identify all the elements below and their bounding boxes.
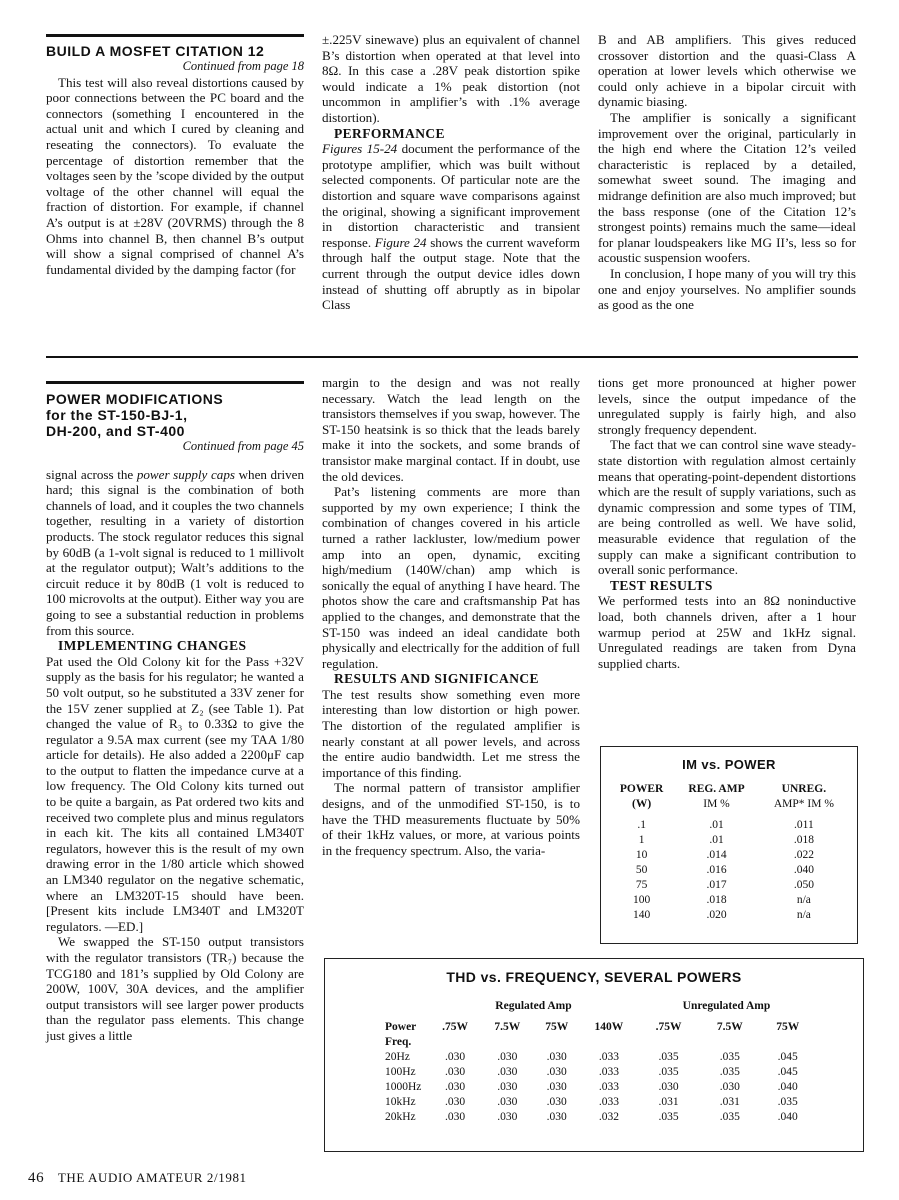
- table-row: [609, 833, 849, 848]
- table-cell: .040: [777, 1111, 798, 1123]
- column-header: (W): [632, 798, 652, 810]
- article1-paragraph: In conclusion, I hope many of you will try this one and enjoy yourselves. No amplifier sounds as good as the one: [598, 265, 856, 313]
- section-divider: [46, 356, 858, 358]
- power-column-header: 7.5W: [716, 1021, 743, 1033]
- power-column-header: 140W: [594, 1021, 624, 1033]
- table-cell: .030: [546, 1111, 567, 1123]
- table-cell: .045: [777, 1051, 798, 1063]
- table-cell: .030: [719, 1081, 740, 1093]
- table-cell: .01: [709, 819, 724, 831]
- table-cell: 140: [633, 909, 651, 921]
- table-cell: .035: [719, 1111, 740, 1123]
- publication-name: THE AUDIO AMATEUR 2/1981: [57, 1170, 247, 1185]
- article2-column-2: [322, 375, 580, 858]
- article2-subtitle: DH-200, and ST-400: [46, 423, 185, 439]
- table-cell: .035: [719, 1066, 740, 1078]
- article2-title: POWER MODIFICATIONS: [46, 391, 224, 407]
- table-row: [385, 1095, 815, 1110]
- table-cell: .030: [546, 1066, 567, 1078]
- column-header: IM %: [703, 798, 730, 810]
- table-cell: .018: [793, 834, 814, 846]
- table-cell: .033: [598, 1081, 619, 1093]
- table-cell: .030: [445, 1051, 466, 1063]
- table-cell: .030: [445, 1111, 466, 1123]
- text-run: signal across the: [46, 466, 137, 482]
- article2-paragraph: The normal pattern of transistor amplifier designs, and of the unmodified ST-150, is to have the THD measurements fluctuate by 50% of their 1kHz values, or more, at various points in the frequency spectrum. Also, the varia-: [322, 780, 580, 858]
- table-row: [385, 1050, 815, 1065]
- group-header-unregulated: Unregulated Amp: [682, 1000, 771, 1012]
- table-cell: 50: [635, 864, 648, 876]
- table-row: [385, 1110, 815, 1125]
- frequency-cell: 10kHz: [385, 1096, 416, 1108]
- section-heading-results: RESULTS AND SIGNIFICANCE: [334, 671, 539, 687]
- table-cell: 75: [635, 879, 648, 891]
- table-cell: .050: [793, 879, 814, 891]
- table-cell: .031: [658, 1096, 679, 1108]
- article2-column-3: [598, 375, 856, 671]
- column-header: UNREG.: [781, 783, 827, 795]
- table-cell: n/a: [796, 909, 811, 921]
- table-header-row: [609, 782, 849, 797]
- text-run: shows the current waveform through half the output stage. Note that the current through the output device idles down instead of shutting off abruptly as in bipolar Class: [322, 234, 580, 313]
- power-column-header: 75W: [545, 1021, 569, 1033]
- table-cell: .030: [546, 1051, 567, 1063]
- table-cell: .030: [497, 1111, 518, 1123]
- empty-header: [429, 1035, 815, 1050]
- article1-title-rule: [46, 34, 304, 37]
- power-column-header: 75W: [776, 1021, 800, 1033]
- table-cell: .018: [706, 894, 727, 906]
- table-cell: .032: [598, 1111, 619, 1123]
- table-cell: .035: [658, 1066, 679, 1078]
- table-cell: .030: [445, 1096, 466, 1108]
- table-cell: .020: [706, 909, 727, 921]
- table-cell: 10: [635, 849, 648, 861]
- table-cell: 100: [633, 894, 651, 906]
- table-header-row: [385, 1014, 815, 1035]
- table-cell: .030: [658, 1081, 679, 1093]
- column-header: POWER: [619, 783, 664, 795]
- table-row: [609, 893, 849, 908]
- table-cell: .033: [598, 1051, 619, 1063]
- table-cell: .030: [497, 1066, 518, 1078]
- table-group-row: [385, 999, 815, 1014]
- thd-table-title: THD vs. FREQUENCY, SEVERAL POWERS: [446, 969, 742, 985]
- text-run: when driven hard; this signal is the combination of both channels of load, and it couples the two channels together, resulting in a variety of distortion products. The stock regulator reduces this signal by 60dB (a 1-volt signal is reduced to 1 millivolt at the regulator output); Walt’s additions to the circuit reduce it by 80dB (1 volt is reduced to 100 microvolts at the output). Either way you are going to see a substantial reduction in problems from this source.: [46, 466, 304, 638]
- article2-paragraph: We performed tests into an 8Ω noninductive load, both channels driven, after a 1 hour warmup period at 25W and 1kHz signal. Unregulated readings are taken from Dyna supplied charts.: [598, 593, 856, 671]
- article1-title: BUILD A MOSFET CITATION 12: [46, 43, 265, 59]
- article2-paragraph: margin to the design and was not really necessary. Watch the lead length on the transistors themselves if you swap, however. The ST-150 heatsink is so thick that the leads barely make it into the sockets, and some brands of transistor make marginal contact. If in doubt, use the old devices.: [322, 375, 580, 484]
- frequency-cell: 20Hz: [385, 1051, 410, 1063]
- table-cell: .030: [445, 1081, 466, 1093]
- figure-reference: Figure 24: [374, 234, 427, 250]
- article2-paragraph: Pat’s listening comments are more than supported by my own experience; I think the combination of changes covered in his article turned a rather lackluster, low/medium power amp into an open, dynamic, exciting high/medium (140W/chan) amp which is sonically the equal of anything I have heard. The photos show the care and craftsmanship Pat has applied to the changes, and demonstrate that the ST-150 was indeed an ideal candidate both physically and electrically for the addition of full regulation.: [322, 484, 580, 671]
- table-row: [609, 848, 849, 863]
- power-column-header: 7.5W: [494, 1021, 521, 1033]
- im-table-grid: [609, 782, 849, 923]
- group-header-regulated: Regulated Amp: [495, 1000, 572, 1012]
- table-cell: .035: [658, 1111, 679, 1123]
- table-cell: .035: [719, 1051, 740, 1063]
- table-cell: .030: [546, 1081, 567, 1093]
- article1-column-3: [598, 32, 856, 313]
- table-cell: .030: [497, 1096, 518, 1108]
- column-header: AMP* IM %: [773, 798, 834, 810]
- section-heading-performance: PERFORMANCE: [334, 125, 445, 141]
- table-cell: .035: [777, 1096, 798, 1108]
- table-row: [609, 878, 849, 893]
- figure-reference: Figures 15-24: [322, 141, 398, 157]
- table-cell: .014: [706, 849, 727, 861]
- article2-continued: Continued from page 45: [182, 439, 304, 453]
- emphasis-text: power supply caps: [136, 466, 235, 482]
- im-table-title: IM vs. POWER: [682, 757, 776, 772]
- table-cell: .030: [445, 1066, 466, 1078]
- article1-paragraph: ±.225V sinewave) plus an equivalent of channel B’s distortion when operated at that level into 8Ω. In this case a .28V peak distortion spike would indicate a 1% peak distortion (not uncommon in amplifier’s with .1% average distortion).: [322, 32, 580, 125]
- table-row: [385, 1080, 815, 1095]
- table-cell: .033: [598, 1066, 619, 1078]
- table-cell: .031: [719, 1096, 740, 1108]
- frequency-cell: 100Hz: [385, 1066, 416, 1078]
- table-cell: .030: [497, 1051, 518, 1063]
- row-header-label: Freq.: [385, 1036, 412, 1048]
- table-row: [385, 1065, 815, 1080]
- article1-paragraph: The amplifier is sonically a significant improvement over the original, particularly in the high end where the Citation 12’s veiled characteristic is replaced by a detailed, somewhat sweet sound. The imaging and midrange definition are also much improved; but the bass response (one of the Citation 12’s strongest points) remains much the same—ideal for planar loudspeakers like MG II’s, less so for acoustic suspension woofers.: [598, 109, 856, 266]
- power-column-header: .75W: [655, 1021, 682, 1033]
- thd-vs-frequency-table: [324, 958, 864, 1152]
- table-cell: .1: [637, 819, 646, 831]
- table-cell: .030: [497, 1081, 518, 1093]
- table-cell: 1: [638, 834, 645, 846]
- article2-paragraph: The test results show something even more interesting than low distortion or high power. The distortion of the regulated amplifier is nearly constant at all power levels, and across the entire audio bandwidth. Let me stress the importance of this finding.: [322, 686, 580, 780]
- article2-paragraph: [46, 467, 304, 639]
- table-cell: .011: [794, 819, 814, 831]
- section-heading-implementing: IMPLEMENTING CHANGES: [58, 638, 247, 654]
- table-cell: n/a: [796, 894, 811, 906]
- page-footer: [28, 1170, 247, 1187]
- page-number: 46: [28, 1170, 45, 1186]
- article2-paragraph: Pat used the Old Colony kit for the Pass +32V supply as the basis for his regulator; he wanted a 50 volt output, so he substituted a 33V zener for the 15V zener supplied at Z₂ (see Table 1). Pat changed the value of R₃ to 0.33Ω to give the regulator a 9.5A max current (see my TAA 1/80 article for details). He also added a 2200μF cap to the output to flatten the impedance curve at a low frequency. The Old Colony kits turned out to be quite a bargain, as Pat ordered two kits and received two complete plus and minus regulators in each kit. The kits all contained LM340T regulators, however this is the result of my own drawing error in the 1/80 article which showed an LM340 regulator on the negative schematic, where an LM320T-15 should have been. [Present kits include LM340T and LM320T regulators. —ED.]: [46, 653, 304, 934]
- section-heading-test-results: TEST RESULTS: [610, 577, 713, 593]
- im-vs-power-table: [600, 746, 858, 944]
- article1-column-1: [46, 43, 304, 277]
- table-row: [609, 863, 849, 878]
- table-cell: .016: [706, 864, 727, 876]
- table-cell: .045: [777, 1066, 798, 1078]
- table-cell: .040: [793, 864, 814, 876]
- article2-subtitle: for the ST-150-BJ-1,: [46, 407, 188, 423]
- article1-paragraph: B and AB amplifiers. This gives reduced crossover distortion and the quasi-Class A operation at lower levels which otherwise we could only achieve in a bipolar circuit with dynamic biasing.: [598, 32, 856, 110]
- table-cell: .022: [793, 849, 814, 861]
- table-cell: .033: [598, 1096, 619, 1108]
- frequency-cell: 1000Hz: [385, 1081, 422, 1093]
- article1-paragraph: [322, 141, 580, 313]
- thd-table-grid: [385, 999, 815, 1125]
- table-header-row: [385, 1035, 815, 1050]
- empty-header: [385, 999, 429, 1014]
- power-column-header: .75W: [442, 1021, 469, 1033]
- article1-continued: Continued from page 18: [182, 59, 304, 73]
- article2-column-1: [46, 391, 304, 1044]
- table-row: [609, 908, 849, 923]
- article2-title-rule: [46, 381, 304, 384]
- article1-paragraph: This test will also reveal distortions caused by poor connections between the PC board and the connectors (something I encountered in the actual unit and which I cured by cleaning and reseating the connectors). To evaluate the percentage of distortion remember that the voltages seen by the ’scope divided by the output voltage of the other channel will equal the fraction of distortion. For example, if channel A’s output is at ±28V (20VRMS) through the 8 Ohms into channel B, then channel B’s output will show a signal comprised of channel A’s fundamental divided by the damping factor (for: [46, 74, 304, 277]
- table-cell: .040: [777, 1081, 798, 1093]
- row-header-label: Power: [385, 1021, 417, 1033]
- article1-column-2: [322, 32, 580, 313]
- table-cell: .01: [709, 834, 724, 846]
- text-run: document the performance of the prototype amplifier, which was built without selected components. Of particular note are the distortion and square wave comparisons against the original, showing a significant improvement in distortion characteristic and transient response.: [322, 141, 580, 250]
- article2-paragraph: The fact that we can control sine wave steady-state distortion with regulation almost certainly means that operating-point-dependent distortions which are the result of supply variations, such as dynamic compression and some types of TIM, are being controlled as well. We have solid, measurable evidence that regulation of the supply can make a significant contribution to overall sonic performance.: [598, 437, 856, 578]
- article2-paragraph: tions get more pronounced at higher power levels, since the output impedance of the unregulated supply is fairly high, and also strongly frequency dependent.: [598, 375, 856, 437]
- table-cell: .030: [546, 1096, 567, 1108]
- table-header-row: [609, 797, 849, 812]
- table-row: [609, 812, 849, 833]
- table-cell: .035: [658, 1051, 679, 1063]
- column-header: REG. AMP: [688, 783, 745, 795]
- article2-paragraph: We swapped the ST-150 output transistors with the regulator transistors (TR₇) because the TCG180 and 181’s supplied by Old Colony are 200W, 100V, 30A devices, and the amplifier output transistors will see larger power products than the regulator pass elements. This change just gives a little: [46, 934, 304, 1043]
- frequency-cell: 20kHz: [385, 1111, 416, 1123]
- table-cell: .017: [706, 879, 727, 891]
